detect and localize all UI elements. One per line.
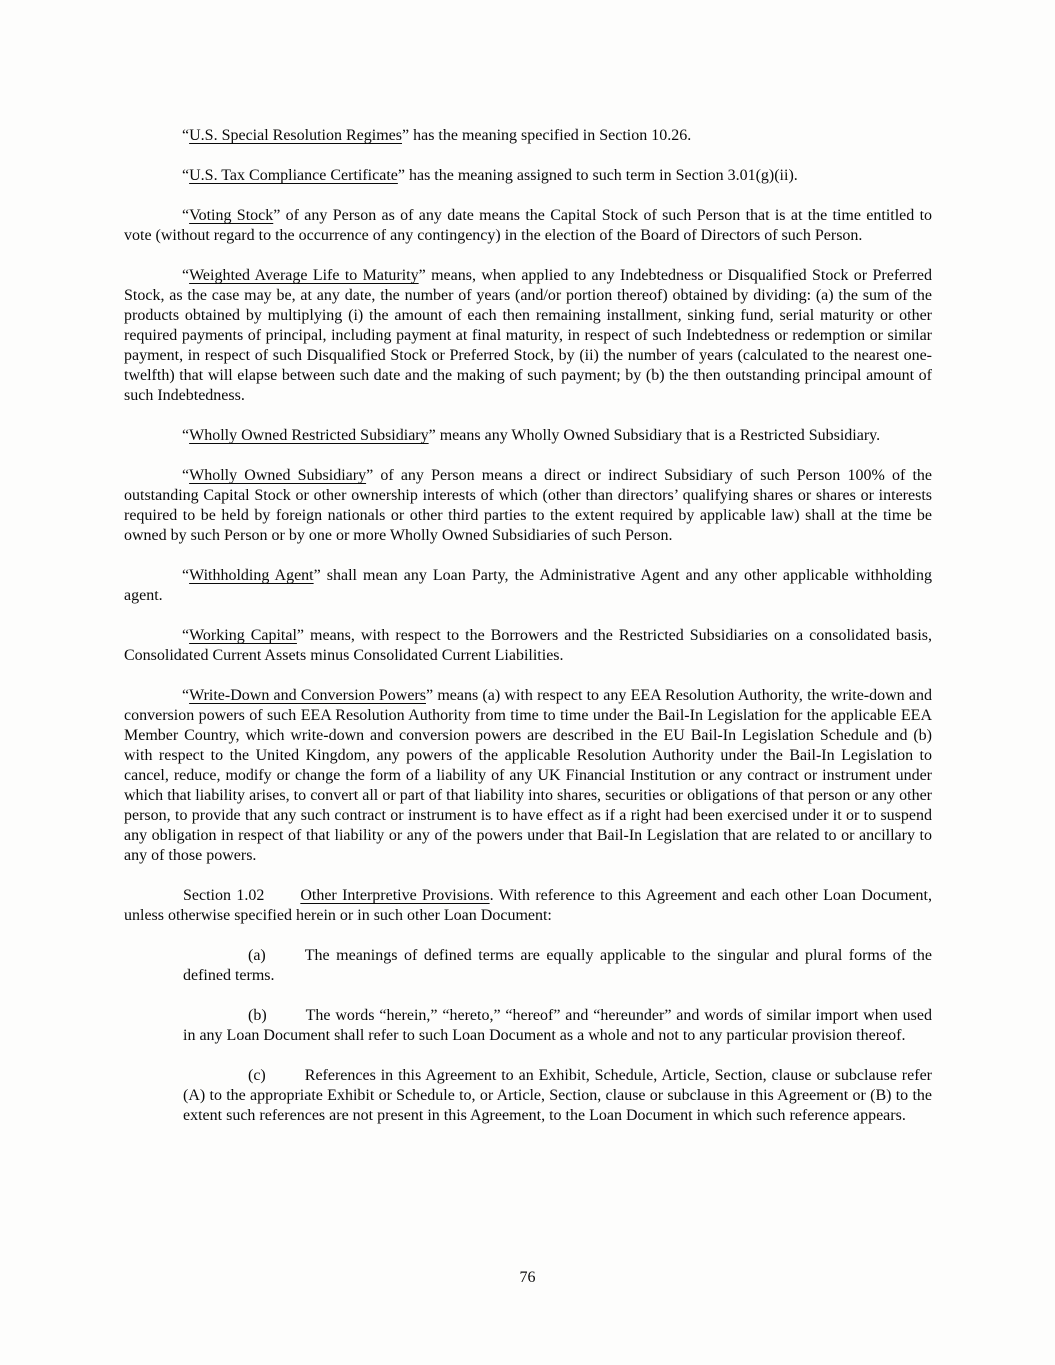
defined-term: Working Capital <box>189 627 297 644</box>
definition-text: ” means (a) with respect to any EEA Resolution Authority, the write-down and conversion powers of such EEA Resolution Authority from time to time under the Bail-In Legislation for the applicable EEA Member Country, which write-down and conversion powers are described in the EU Bail-In Legislation Schedule and (b) with respect to the United Kingdom, any powers of the applicable Resolution Authority under the Bail-In Legislation to cancel, reduce, modify or change the form of a liability of any UK Financial Institution or any contract or instrument under which that liability arises, to convert all or part of that liability into shares, securities or obligations of that person or any other person, to provide that any such contract or instrument is to have effect as if a right had been exercised under it or to suspend any obligation in respect of that liability or any of the powers under that Bail-In Legislation that are related to or ancillary to any of those powers. <box>124 687 933 864</box>
section-number: Section 1.02 <box>183 887 265 904</box>
subsection-paragraph <box>183 1066 932 1126</box>
definition-text: ” of any Person as of any date means the Capital Stock of such Person that is at the time entitled to vote (without regard to the occurrence of any contingency) in the election of the Board of Directors of such Person. <box>124 207 933 244</box>
open-quote: “ <box>182 127 190 144</box>
definition-paragraph <box>124 686 932 866</box>
definition-text: ” means, with respect to the Borrowers and the Restricted Subsidiaries on a consolidated basis, Consolidated Current Assets minus Consolidated Current Liabilities. <box>124 627 932 664</box>
defined-term: U.S. Special Resolution Regimes <box>189 127 402 144</box>
section-title: Other Interpretive Provisions <box>300 887 490 904</box>
section-heading-paragraph <box>124 886 932 926</box>
definition-text: ” has the meaning assigned to such term in Section 3.01(g)(ii). <box>397 167 798 184</box>
open-quote: “ <box>182 467 190 484</box>
open-quote: “ <box>182 267 190 284</box>
definition-text: ” shall mean any Loan Party, the Administrative Agent and any other applicable withholding agent. <box>124 567 932 604</box>
page-number: 76 <box>519 1269 536 1286</box>
subsection-label: (c) <box>248 1067 266 1084</box>
page-footer <box>0 1268 1055 1288</box>
definition-text: ” means, when applied to any Indebtedness or Disqualified Stock or Preferred Stock, as the case may be, at any date, the number of years (and/or portion thereof) obtained by dividing: (a) the sum of the products obtained by multiplying (i) the amount of each then remaining installment, sinking fund, serial maturity or other required payments of principal, including payment at final maturity, in respect of such Indebtedness or redemption or similar payment, in respect of such Disqualified Stock or Preferred Stock, by (ii) the number of years (calculated to the nearest one-twelfth) that will elapse between such date and the making of such payment; by (b) the then outstanding principal amount of such Indebtedness. <box>124 267 933 404</box>
defined-term: Wholly Owned Subsidiary <box>189 467 367 484</box>
definition-text: ” has the meaning specified in Section 10.26. <box>401 127 692 144</box>
definition-paragraph <box>124 206 932 246</box>
subsection-text: The meanings of defined terms are equally applicable to the singular and plural forms of the defined terms. <box>183 947 932 984</box>
definition-paragraph <box>124 126 932 146</box>
subsection-paragraph <box>183 1006 932 1046</box>
open-quote: “ <box>182 627 190 644</box>
open-quote: “ <box>182 687 190 704</box>
open-quote: “ <box>182 207 190 224</box>
defined-term: Wholly Owned Restricted Subsidiary <box>189 427 429 444</box>
subsection-label: (a) <box>248 947 266 964</box>
definition-paragraph <box>124 266 932 406</box>
open-quote: “ <box>182 167 190 184</box>
section-text: . With reference to this Agreement and each other Loan Document, unless otherwise specified herein or in such other Loan Document: <box>124 887 932 924</box>
definition-paragraph <box>124 426 932 446</box>
subsection-label: (b) <box>248 1007 267 1024</box>
defined-term: Voting Stock <box>189 207 274 224</box>
defined-term: Weighted Average Life to Maturity <box>189 267 419 284</box>
subsection-text: References in this Agreement to an Exhibit, Schedule, Article, Section, clause or subclause refer (A) to the appropriate Exhibit or Schedule to, or Article, Section, clause or subclause in this Agreement or (B) to the extent such references are not present in this Agreement, to the Loan Document in which such reference appears. <box>183 1067 932 1124</box>
definition-text: ” means any Wholly Owned Subsidiary that is a Restricted Subsidiary. <box>428 427 881 444</box>
open-quote: “ <box>182 567 190 584</box>
definition-paragraph <box>124 166 932 186</box>
subsection-text: The words “herein,” “hereto,” “hereof” and “hereunder” and words of similar import when used in any Loan Document shall refer to such Loan Document as a whole and not to any particular provision thereof. <box>183 1007 932 1044</box>
subsection-paragraph <box>183 946 932 986</box>
defined-term: Withholding Agent <box>189 567 314 584</box>
definition-text: ” of any Person means a direct or indirect Subsidiary of such Person 100% of the outstanding Capital Stock or other ownership interests of which (other than directors’ qualifying shares or shares or interests required to be held by foreign nationals or other third parties to the extent required by applicable law) shall at the time be owned by such Person or by one or more Wholly Owned Subsidiaries of such Person. <box>124 467 932 544</box>
definition-paragraph <box>124 626 932 666</box>
definition-paragraph <box>124 566 932 606</box>
text-block <box>124 126 932 1146</box>
definition-paragraph <box>124 466 932 546</box>
defined-term: Write-Down and Conversion Powers <box>189 687 426 704</box>
defined-term: U.S. Tax Compliance Certificate <box>189 167 398 184</box>
open-quote: “ <box>182 427 190 444</box>
